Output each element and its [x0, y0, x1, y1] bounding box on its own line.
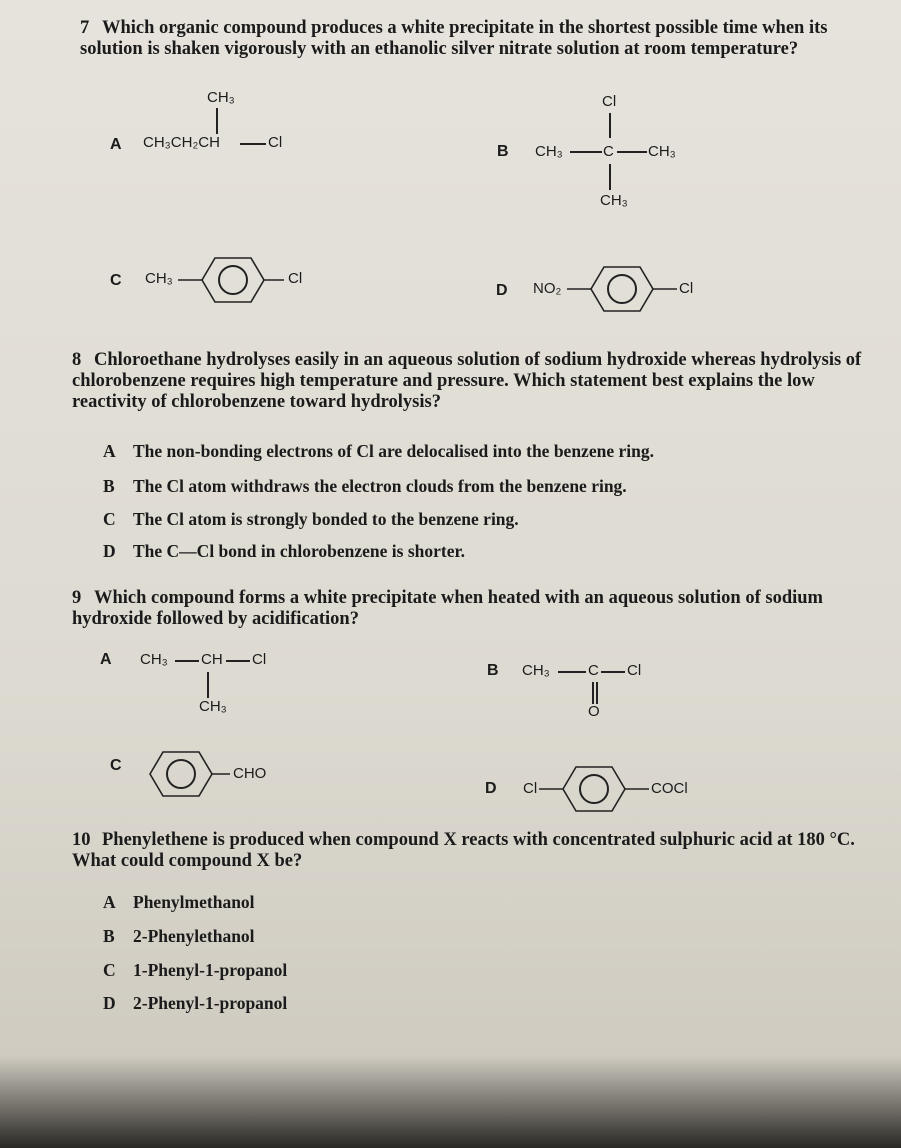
q9b-cl: Cl	[627, 662, 642, 679]
q10-number: 10	[72, 830, 91, 850]
q7d-cl: Cl	[679, 280, 694, 297]
q9b-ch3: CH₃	[522, 662, 550, 679]
q8-option-b-label: B	[103, 476, 115, 496]
q7-text: Which organic compound produces a white precipitate in the shortest possible time when its solution is shaken vigorously with an ethanolic silver nitrate solution at room temperature?	[80, 18, 828, 59]
q7b-right-bond	[617, 151, 647, 153]
q8-text: Chloroethane hydrolyses easily in an aqueous solution of sodium hydroxide whereas hydrolysis of chlorobenzene requires high temperature and pressure. Which statement best explains the low reactivity of chlorobenzene toward hydrolysis?	[72, 350, 862, 412]
q9-option-b-label[interactable]: B	[487, 662, 499, 679]
q8-option-c-text: The Cl atom is strongly bonded to the benzene ring.	[133, 509, 519, 529]
q7b-right-ch3: CH₃	[648, 143, 676, 160]
q9-option-c-label[interactable]: C	[110, 757, 122, 774]
q7b-left-bond	[570, 151, 602, 153]
q10-option-c[interactable]	[103, 960, 287, 981]
q7a-main-chain: CH₃CH₂CH	[143, 134, 220, 151]
q7a-bond-cl	[240, 143, 266, 145]
q9-option-d-label[interactable]: D	[485, 780, 497, 797]
q9a-left-bond	[175, 660, 199, 662]
q9c-cho: CHO	[233, 765, 267, 782]
q10-option-b-label: B	[103, 926, 115, 946]
q10-option-a-text: Phenylmethanol	[133, 892, 255, 912]
q9b-c: C	[588, 662, 599, 679]
q9a-right-bond	[226, 660, 250, 662]
q10-option-d[interactable]	[103, 993, 287, 1014]
q8-number: 8	[72, 350, 82, 370]
q8-option-c[interactable]	[103, 509, 519, 530]
q7b-bottom-ch3: CH₃	[600, 192, 628, 209]
q10-option-c-label: C	[103, 960, 116, 980]
q9a-bottom-bond	[207, 672, 209, 698]
q9b-oxygen: O	[588, 703, 600, 720]
q9b-double-bond-1	[592, 682, 594, 704]
q7d-no2: NO₂	[533, 280, 562, 297]
q9a-bottom-ch3: CH₃	[199, 698, 227, 715]
q10-option-b[interactable]	[103, 926, 255, 947]
q9-number: 9	[72, 588, 82, 608]
q7-option-c-label[interactable]: C	[110, 272, 122, 289]
q8-option-b-text: The Cl atom withdraws the electron clouds from the benzene ring.	[133, 476, 627, 496]
q9b-left-bond	[558, 671, 586, 673]
q8-option-d-label: D	[103, 541, 116, 561]
q7b-bottom-bond	[609, 164, 611, 190]
q10-option-c-text: 1-Phenyl-1-propanol	[133, 960, 288, 980]
q7b-left-ch3: CH₃	[535, 143, 563, 160]
q7a-cl: Cl	[268, 134, 283, 151]
q7-option-a-label[interactable]: A	[110, 136, 122, 153]
q8-option-a[interactable]	[103, 441, 654, 462]
q9b-double-bond-2	[596, 682, 598, 704]
q8-option-a-label: A	[103, 441, 116, 461]
q7c-ch3: CH₃	[145, 270, 173, 287]
q10-option-a[interactable]	[103, 892, 255, 913]
q7b-top-bond	[609, 113, 611, 138]
q9a-cl: Cl	[252, 651, 267, 668]
q7c-cl: Cl	[288, 270, 303, 287]
q7a-top-group: CH₃	[207, 89, 235, 106]
q9-text: Which compound forms a white precipitate when heated with an aqueous solution of sodium hydroxide followed by acidification?	[72, 588, 823, 629]
q9-option-a-label[interactable]: A	[100, 651, 112, 668]
q8-option-b[interactable]	[103, 476, 627, 497]
q10-option-d-text: 2-Phenyl-1-propanol	[133, 993, 288, 1013]
q9b-right-bond	[601, 671, 625, 673]
q10-option-a-label: A	[103, 892, 116, 912]
q10-option-b-text: 2-Phenylethanol	[133, 926, 255, 946]
q10-option-d-label: D	[103, 993, 116, 1013]
q7b-center-c: C	[603, 143, 614, 160]
q7b-top-cl: Cl	[602, 93, 617, 110]
q8-option-d[interactable]	[103, 541, 465, 562]
q8-option-a-text: The non-bonding electrons of Cl are delocalised into the benzene ring.	[133, 441, 654, 461]
q8-option-c-label: C	[103, 509, 116, 529]
q9d-cocl: COCl	[651, 780, 688, 797]
q9d-cl: Cl	[523, 780, 538, 797]
q7a-vertical-bond	[216, 108, 218, 134]
q9a-ch3: CH₃	[140, 651, 168, 668]
q7-option-d-label[interactable]: D	[496, 282, 508, 299]
q8-option-d-text: The C—Cl bond in chlorobenzene is shorter.	[133, 541, 466, 561]
q9a-ch: CH	[201, 651, 223, 668]
q7-number: 7	[80, 18, 90, 38]
q7-option-b-label[interactable]: B	[497, 143, 509, 160]
q10-text: Phenylethene is produced when compound X reacts with concentrated sulphuric acid at 180 °C. What could compound X be?	[72, 830, 855, 871]
